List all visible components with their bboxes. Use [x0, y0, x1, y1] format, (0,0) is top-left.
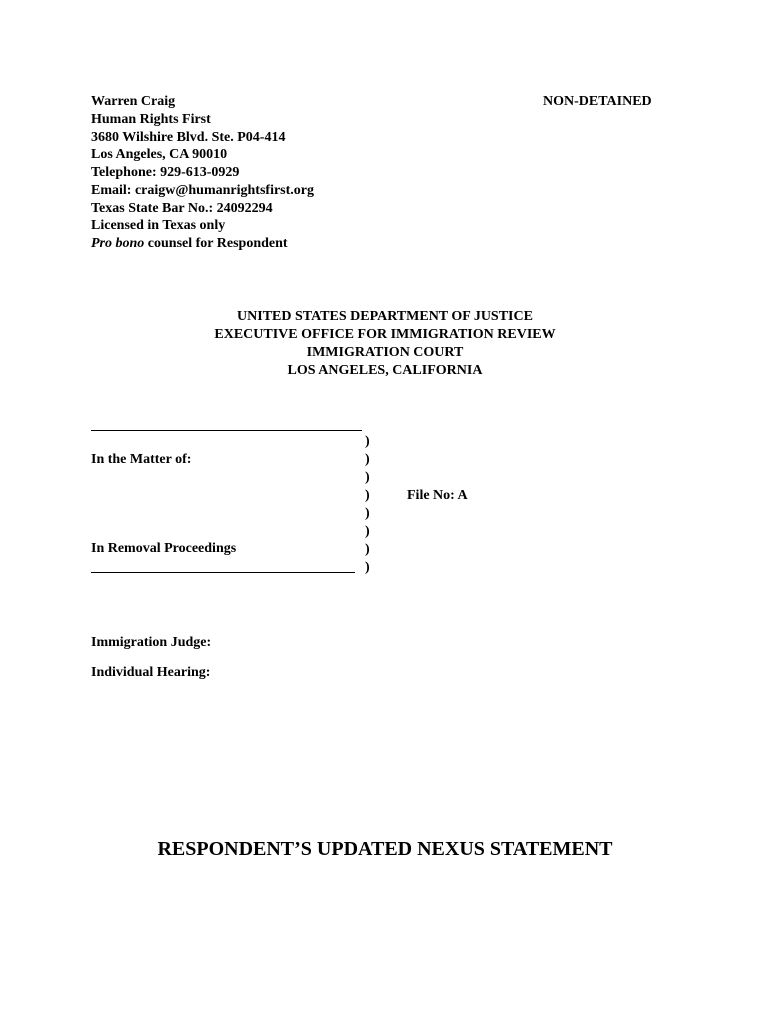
- counsel-name: Warren Craig: [91, 94, 176, 109]
- matter-label: In the Matter of:: [91, 452, 192, 467]
- counsel-address-city: Los Angeles, CA 90010: [91, 147, 228, 163]
- counsel-bar-number: Texas State Bar No.: 24092294: [91, 200, 273, 216]
- caption-paren-column: [365, 433, 370, 577]
- caption-top-rule: [91, 430, 362, 431]
- court-line-3: IMMIGRATION COURT: [306, 345, 464, 360]
- caption-paren: ): [365, 452, 370, 467]
- caption-paren: ): [365, 488, 370, 503]
- caption-paren: ): [365, 560, 370, 575]
- court-heading: [0, 308, 770, 380]
- court-line-2: EXECUTIVE OFFICE FOR IMMIGRATION REVIEW: [214, 327, 556, 342]
- counsel-role-rest: counsel for Respondent: [144, 236, 288, 251]
- court-line-4: LOS ANGELES, CALIFORNIA: [287, 363, 483, 378]
- file-number-label: File No: A: [407, 488, 468, 503]
- counsel-license: Licensed in Texas only: [91, 218, 226, 234]
- detention-status: NON-DETAINED: [543, 94, 652, 109]
- caption-paren: ): [365, 506, 370, 521]
- counsel-role-italic: Pro bono: [91, 236, 145, 251]
- counsel-telephone: Telephone: 929-613-0929: [91, 165, 240, 180]
- document-title: RESPONDENT’S UPDATED NEXUS STATEMENT: [157, 838, 613, 860]
- caption-bottom-rule: [91, 572, 355, 573]
- counsel-role: [91, 235, 314, 253]
- caption-paren: ): [365, 524, 370, 539]
- counsel-block: [91, 93, 314, 253]
- counsel-organization: Human Rights First: [91, 111, 211, 127]
- caption-paren: ): [365, 434, 370, 449]
- counsel-email: Email: craigw@humanrightsfirst.org: [91, 182, 315, 198]
- counsel-address-street: 3680 Wilshire Blvd. Ste. P04-414: [91, 129, 286, 145]
- court-line-1: UNITED STATES DEPARTMENT OF JUSTICE: [237, 309, 533, 324]
- proceedings-label: In Removal Proceedings: [91, 541, 237, 556]
- immigration-judge-label: Immigration Judge:: [91, 635, 212, 650]
- caption-paren: ): [365, 542, 370, 557]
- individual-hearing-label: Individual Hearing:: [91, 665, 211, 680]
- caption-paren: ): [365, 470, 370, 485]
